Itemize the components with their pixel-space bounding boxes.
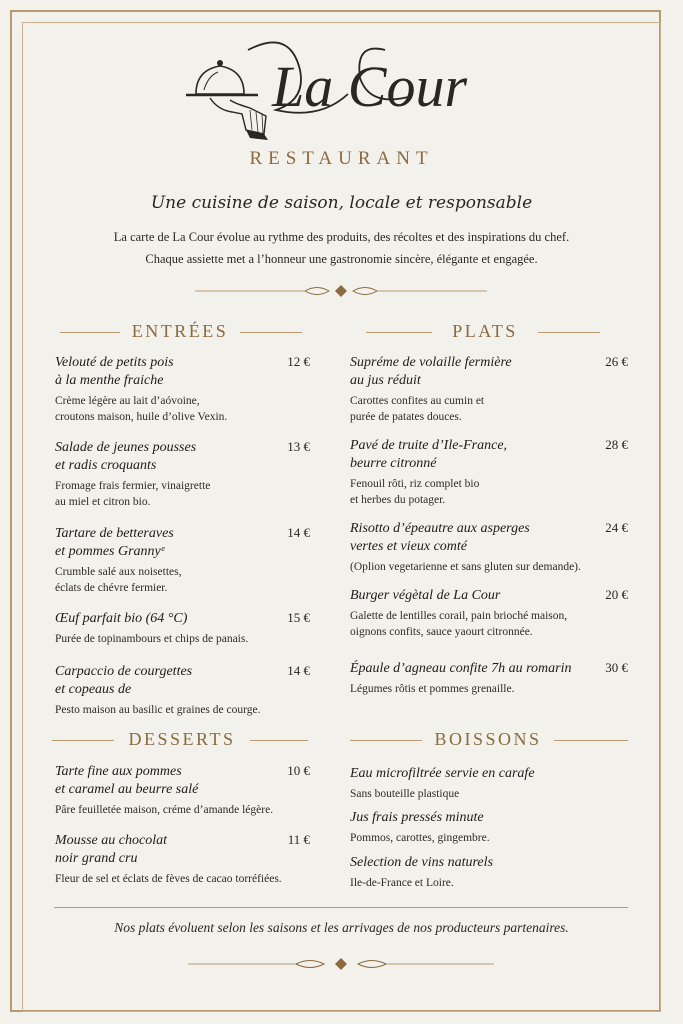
- menu-item-plat: [350, 587, 628, 640]
- menu-item-plat: [350, 520, 628, 575]
- section-rule: [350, 740, 422, 741]
- menu-item-plat: [350, 354, 628, 425]
- item-description: Carottes confites au cumin et purée de patates douces.: [350, 395, 485, 423]
- ornament-divider: [195, 284, 487, 298]
- intro-line: La carte de La Cour évolue au rythme des produits, des récoltes et des inspirations du chef.: [113, 230, 570, 244]
- section-title-boissons: BOISSONS: [434, 729, 542, 749]
- menu-item-boisson: [350, 765, 628, 802]
- section-title-entrees: ENTRÉES: [131, 321, 229, 341]
- item-description: Sans bouteille plastique: [350, 788, 460, 800]
- item-price: 30 €: [605, 660, 628, 675]
- menu-item-boisson: [350, 809, 628, 846]
- ornament-divider-bottom: [188, 957, 494, 971]
- item-name: Tarte fine aux pommes et caramel au beurre salé: [55, 764, 199, 797]
- menu-item-plat: [350, 660, 628, 697]
- item-description: Légumes rôtis et pommes grenaille.: [350, 683, 515, 695]
- item-description: Fenouil rôti, riz complet bio et herbes du potager.: [350, 478, 480, 506]
- section-rule: [60, 332, 120, 333]
- menu-item-entree: [55, 663, 310, 718]
- section-rule: [250, 740, 308, 741]
- item-price: 11 €: [287, 832, 310, 847]
- item-price: 20 €: [605, 587, 628, 602]
- item-price: 14 €: [287, 663, 310, 678]
- item-description: Purée de topinambours et chips de panais.: [55, 633, 249, 645]
- menu-item-plat: [350, 437, 628, 508]
- item-description: Fleur de sel et éclats de fèves de cacao torréfiées.: [55, 873, 282, 885]
- item-price: 12 €: [287, 354, 310, 369]
- item-description: Galette de lentilles corail, pain brioché maison, oignons confits, sauce yaourt citronnée.: [350, 610, 568, 638]
- item-price: 13 €: [287, 439, 310, 454]
- item-name: Pavé de truite d’Ile-France, beurre citronné: [350, 438, 508, 471]
- footnote: Nos plats évoluent selon les saisons et les arrivages de nos producteurs partenaires.: [114, 920, 569, 935]
- item-name: Carpaccio de courgettes et copeaus de: [55, 664, 193, 697]
- intro-line: Chaque assiette met a l’honneur une gastronomie sincère, élégante et engagée.: [145, 252, 538, 266]
- tagline: Une cuisine de saison, locale et responsable: [150, 193, 533, 213]
- item-name: Burger végètal de La Cour: [350, 588, 501, 603]
- logo-script-text: La Cour: [272, 54, 468, 119]
- section-title-desserts: DESSERTS: [128, 729, 236, 749]
- item-name: Salade de jeunes pousses et radis croquants: [55, 440, 197, 473]
- section-title-plats: PLATS: [452, 321, 518, 341]
- menu-item-entree: [55, 439, 310, 510]
- item-description: Fromage frais fermier, vinaigrette au miel et citron bio.: [55, 480, 211, 508]
- item-description: Pâre feuilletée maison, créme d’amande légère.: [55, 804, 274, 816]
- item-price: 28 €: [605, 437, 628, 452]
- item-description: Crumble salé aux noisettes, éclats de chévre fermier.: [55, 566, 182, 594]
- intro-text: [50, 226, 633, 270]
- section-rule: [538, 332, 600, 333]
- menu-item-entree: [55, 354, 310, 425]
- item-description: Crème légère au lait d’aóvoine, croutons maison, huile d’olive Vexin.: [55, 395, 228, 423]
- item-description: Pommos, carottes, gingembre.: [350, 832, 490, 844]
- logo: [180, 30, 510, 145]
- menu-item-entree: [55, 525, 310, 596]
- item-price: 26 €: [605, 354, 628, 369]
- item-name: Eau microfiltrée servie en carafe: [350, 766, 535, 781]
- item-price: 24 €: [605, 520, 628, 535]
- item-name: Risotto d’épeautre aux asperges vertes et vieux comté: [350, 521, 530, 554]
- item-price: 10 €: [287, 763, 310, 778]
- section-rule: [366, 332, 432, 333]
- item-name: Supréme de volaille fermière au jus réduit: [350, 355, 512, 388]
- item-price: 14 €: [287, 525, 310, 540]
- item-price: 15 €: [287, 610, 310, 625]
- item-description: Pesto maison au basilic et graines de courge.: [55, 704, 261, 716]
- item-name: Jus frais pressés minute: [350, 810, 484, 825]
- footer-rule: [54, 907, 628, 908]
- item-name: Œuf parfait bio (64 °C): [55, 611, 188, 626]
- item-name: Selection de vins naturels: [350, 855, 493, 870]
- item-description: Ile-de-France et Loire.: [350, 877, 454, 889]
- section-rule: [52, 740, 114, 741]
- item-name: Épaule d’agneau confite 7h au romarin: [350, 661, 572, 676]
- item-name: Velouté de petits pois à la menthe fraiche: [55, 355, 174, 388]
- item-name: Mousse au chocolat noir grand cru: [55, 833, 167, 866]
- cloche-waiter-icon: [180, 30, 510, 145]
- menu-item-entree: [55, 610, 310, 647]
- section-rule: [240, 332, 302, 333]
- restaurant-subtitle: RESTAURANT: [249, 148, 434, 169]
- item-description: (Oplion vegetarienne et sans gluten sur demande).: [350, 561, 581, 573]
- section-rule: [554, 740, 628, 741]
- item-name: Tartare de betteraves et pommes Grannyᵉ: [55, 526, 174, 559]
- menu-item-dessert: [55, 763, 310, 818]
- menu-item-dessert: [55, 832, 310, 887]
- menu-item-boisson: [350, 854, 628, 891]
